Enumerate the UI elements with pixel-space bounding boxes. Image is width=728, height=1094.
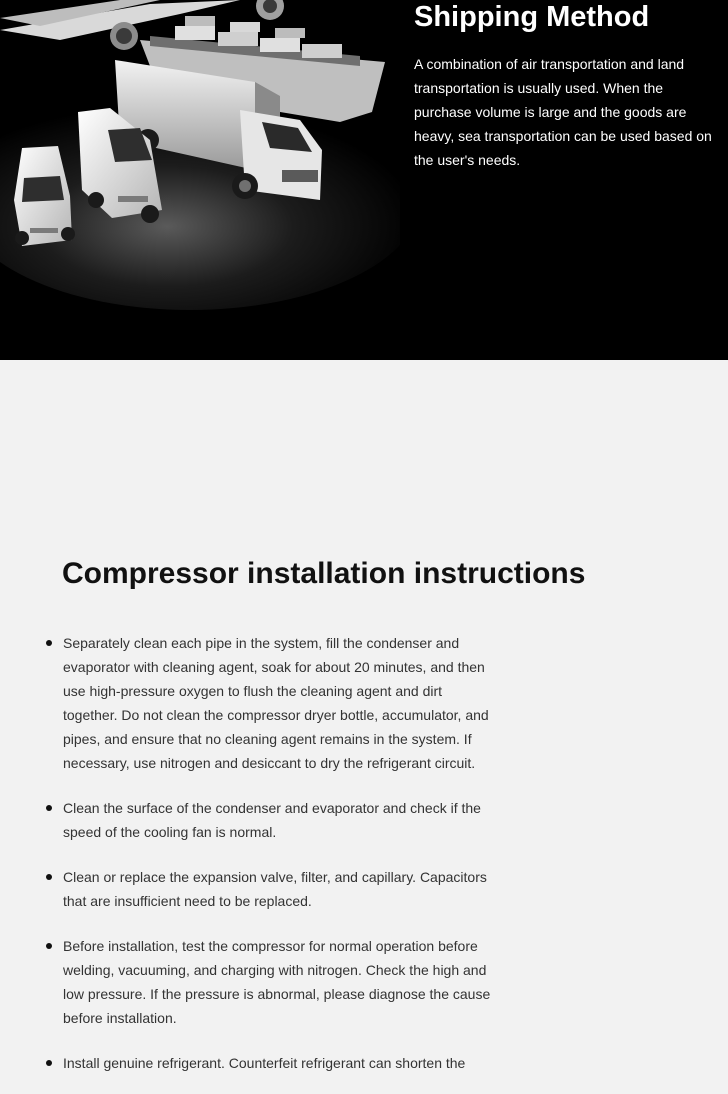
list-item-text: Clean the surface of the condenser and evaporator and check if the speed of the cooling fan is normal.: [63, 800, 481, 840]
list-item: [45, 796, 495, 844]
list-item-text: Separately clean each pipe in the system, fill the condenser and evaporator with cleaning agent, soak for about 20 minutes, and then use high-pressure oxygen to flush the cleaning agent and dirt together. Do not clean the compressor dryer bottle, accumulator, and pipes, and ensure that no cleaning agent remains in the system. If necessary, use nitrogen and desiccant to dry the refrigerant circuit.: [63, 635, 489, 771]
list-item: [45, 1051, 495, 1075]
bullet-icon: [46, 943, 52, 949]
list-item-text: Before installation, test the compressor for normal operation before welding, vacuuming, and charging with nitrogen. Check the high and low pressure. If the pressure is abnormal, please diagnose the cause before installation.: [63, 938, 491, 1026]
instructions-title: Compressor installation instructions: [62, 557, 586, 590]
list-item: [45, 934, 495, 1030]
vehicles-image: [0, 0, 400, 360]
list-item: [45, 865, 495, 913]
shipping-section: [0, 0, 728, 360]
shipping-title: Shipping Method: [414, 1, 650, 33]
list-item-text: Clean or replace the expansion valve, filter, and capillary. Capacitors that are insufficient need to be replaced.: [63, 869, 487, 909]
instructions-section: [0, 360, 728, 1094]
bullet-icon: [46, 874, 52, 880]
list-item-text: Install genuine refrigerant. Counterfeit refrigerant can shorten the: [63, 1055, 466, 1071]
shipping-text-block: [414, 0, 714, 172]
bullet-icon: [46, 1060, 52, 1066]
shipping-description: A combination of air transportation and land transportation is usually used. When the purchase volume is large and the goods are heavy, sea transportation can be used based on the user's needs.: [414, 56, 712, 168]
bullet-icon: [46, 805, 52, 811]
bullet-icon: [46, 640, 52, 646]
instructions-list: [45, 631, 495, 1094]
list-item: [45, 631, 495, 775]
